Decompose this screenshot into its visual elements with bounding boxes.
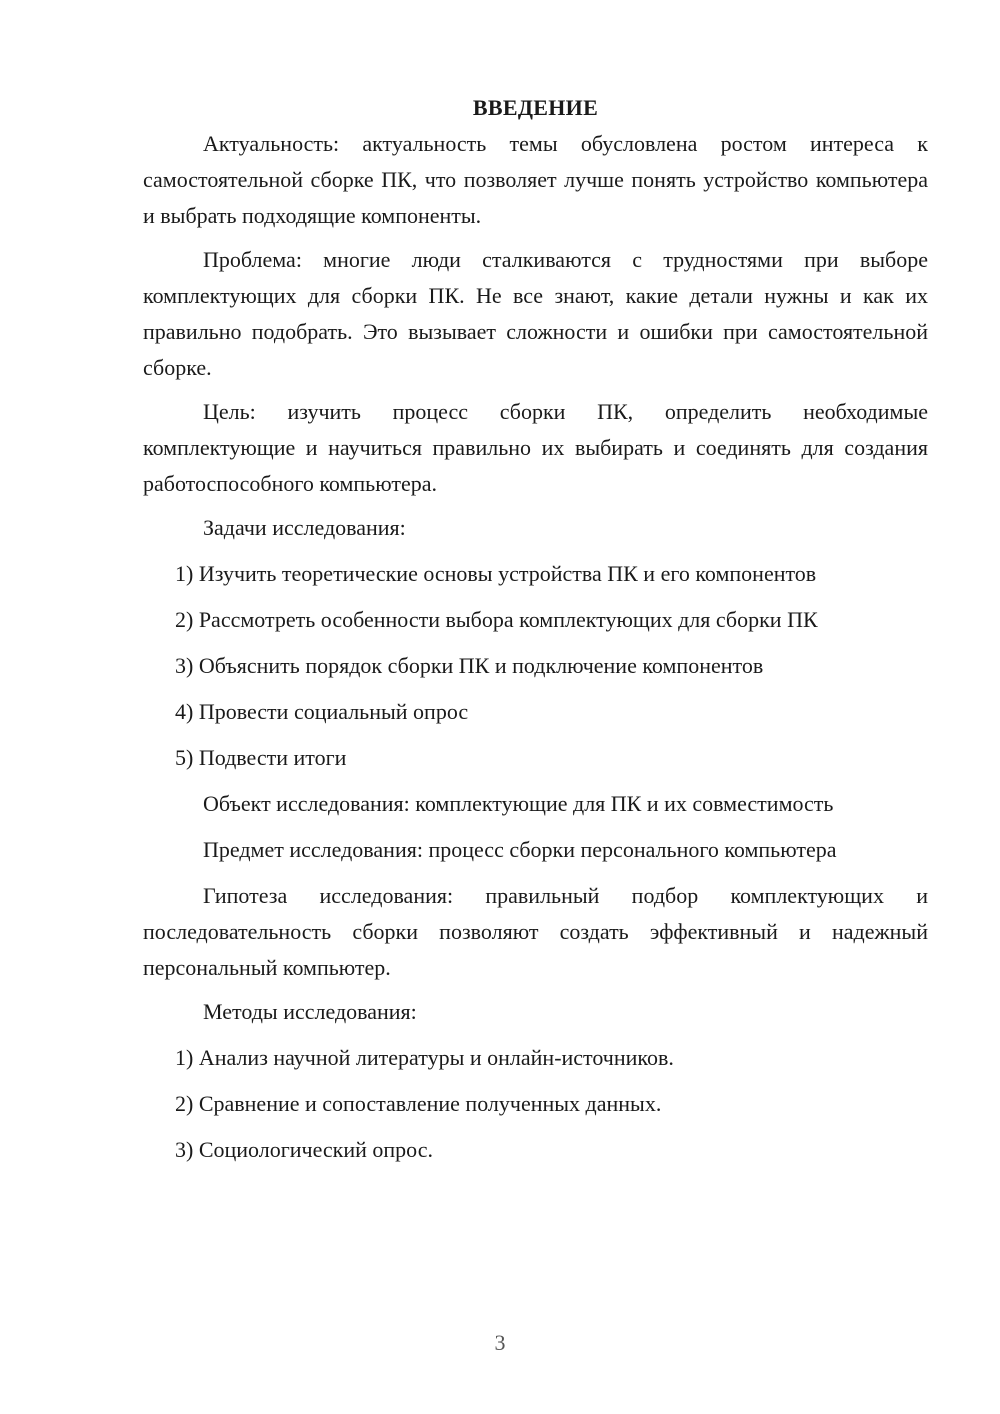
task-item: 3) Объяснить порядок сборки ПК и подключение компонентов (175, 653, 764, 678)
problem-paragraph: Проблема: многие люди сталкиваются с трудностями при выборе комплектующих для сборки ПК. Не все знают, какие детали нужны и как их правильно подобрать. Это вызывает сложности и ошибки при самостоятельной сборке. (143, 247, 928, 380)
goal-paragraph: Цель: изучить процесс сборки ПК, определить необходимые комплектующие и научиться правильно их выбирать и соединять для создания работоспособного компьютера. (143, 399, 928, 496)
methods-title: Методы исследования: (203, 999, 417, 1024)
tasks-title: Задачи исследования: (203, 515, 406, 540)
page-number: 3 (494, 1330, 506, 1355)
task-item: 2) Рассмотреть особенности выбора комплектующих для сборки ПК (175, 607, 818, 632)
method-item: 1) Анализ научной литературы и онлайн-источников. (175, 1045, 674, 1070)
relevance-paragraph: Актуальность: актуальность темы обусловлена ростом интереса к самостоятельной сборке ПК, что позволяет лучше понять устройство компьютера и выбрать подходящие компоненты. (143, 131, 928, 228)
section-heading: ВВЕДЕНИЕ (472, 95, 599, 120)
task-item: 1) Изучить теоретические основы устройства ПК и его компонентов (175, 561, 817, 586)
document-page (143, 92, 928, 1178)
method-item: 3) Социологический опрос. (175, 1137, 433, 1162)
hypothesis-paragraph: Гипотеза исследования: правильный подбор комплектующих и последовательность сборки позволяют создать эффективный и надежный персональный компьютер. (143, 883, 928, 980)
task-item: 4) Провести социальный опрос (175, 699, 469, 724)
tasks-list (143, 556, 928, 776)
method-item: 2) Сравнение и сопоставление полученных данных. (175, 1091, 662, 1116)
research-object: Объект исследования: комплектующие для ПК и их совместимость (203, 791, 834, 816)
methods-list (143, 1040, 928, 1168)
task-item: 5) Подвести итоги (175, 745, 347, 770)
research-subject: Предмет исследования: процесс сборки персонального компьютера (203, 837, 837, 862)
